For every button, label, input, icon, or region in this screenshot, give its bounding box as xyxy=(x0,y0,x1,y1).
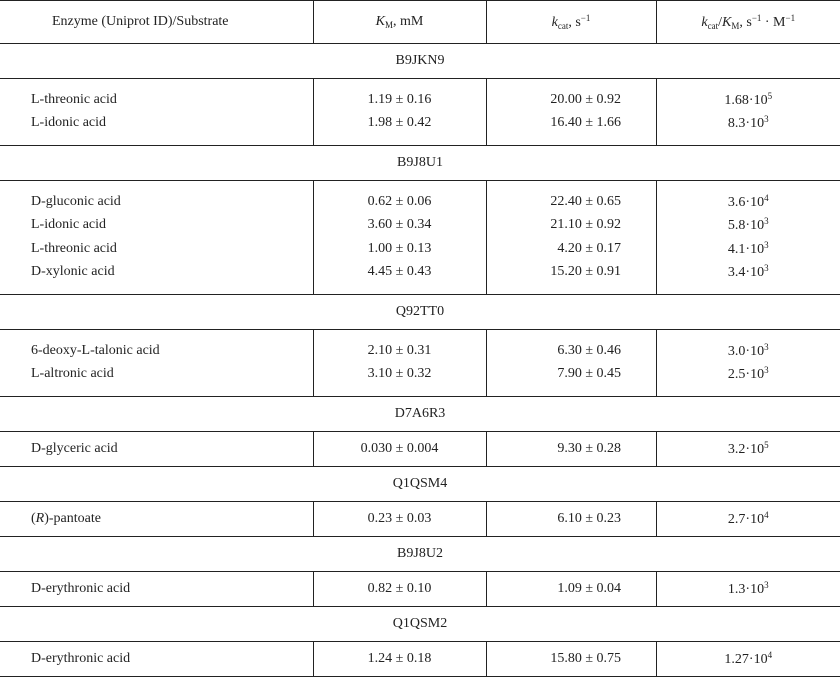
efficiency-value: $5.8\cdot 10^3$ xyxy=(656,214,840,238)
km-value: 0.82 ± 0.10 xyxy=(313,572,486,607)
kcat-value: 15.20 ± 0.91 xyxy=(486,261,656,295)
table-row xyxy=(0,79,840,112)
kcat-value: 7.90 ± 0.45 xyxy=(486,363,656,397)
substrate: L-altronic acid xyxy=(0,363,313,397)
efficiency-value: $1.3\cdot 10^3$ xyxy=(656,572,840,607)
table-row xyxy=(0,432,840,467)
group-row-q1qsm2 xyxy=(0,607,840,642)
table-row xyxy=(0,181,840,214)
km-value: 1.00 ± 0.13 xyxy=(313,237,486,261)
group-row-q1qsm4 xyxy=(0,467,840,502)
km-value: 1.19 ± 0.16 xyxy=(313,79,486,112)
kcat-value: 6.10 ± 0.23 xyxy=(486,502,656,537)
substrate: D-erythronic acid xyxy=(0,572,313,607)
kcat-value: 9.30 ± 0.28 xyxy=(486,432,656,467)
enzyme-id: Q1QSM4 xyxy=(0,467,840,502)
substrate: D-xylonic acid xyxy=(0,261,313,295)
km-value: 1.24 ± 0.18 xyxy=(313,642,486,677)
table-row xyxy=(0,330,840,363)
group-row-d7a6r3 xyxy=(0,397,840,432)
efficiency-value: $4.1\cdot 10^3$ xyxy=(656,237,840,261)
efficiency-value: $2.7\cdot 10^4$ xyxy=(656,502,840,537)
group-row-b9j8u2 xyxy=(0,537,840,572)
group-row-b9jkn9 xyxy=(0,44,840,79)
kcat-value: 21.10 ± 0.92 xyxy=(486,214,656,238)
km-value: 3.60 ± 0.34 xyxy=(313,214,486,238)
table-row xyxy=(0,237,840,261)
km-value: 0.030 ± 0.004 xyxy=(313,432,486,467)
kcat-value: 22.40 ± 0.65 xyxy=(486,181,656,214)
table-row xyxy=(0,112,840,146)
kcat-value: 20.00 ± 0.92 xyxy=(486,79,656,112)
efficiency-value: $1.27\cdot 10^4$ xyxy=(656,642,840,677)
header-km: $K_M$, mM xyxy=(313,1,486,44)
substrate: L-idonic acid xyxy=(0,112,313,146)
header-kcat-km: $k_{cat}/K_M$, $s^{-1} \cdot M^{-1}$ xyxy=(656,1,840,44)
substrate: L-idonic acid xyxy=(31,217,107,233)
table-row xyxy=(0,572,840,607)
group-row-b9j8u1 xyxy=(0,146,840,181)
efficiency-value: $1.68\cdot 10^5$ xyxy=(656,79,840,112)
efficiency-value: $3.4\cdot 10^3$ xyxy=(656,261,840,295)
substrate: L-threonic acid xyxy=(31,91,117,107)
km-value: 0.62 ± 0.06 xyxy=(313,181,486,214)
kcat-value: 1.09 ± 0.04 xyxy=(486,572,656,607)
efficiency-value: $8.3\cdot 10^3$ xyxy=(656,112,840,146)
header-kcat: $k_{cat}$, $s^{-1}$ xyxy=(486,1,656,44)
enzyme-id: Q92TT0 xyxy=(0,295,840,330)
kcat-value: 16.40 ± 1.66 xyxy=(486,112,656,146)
km-value: 1.98 ± 0.42 xyxy=(313,112,486,146)
enzyme-id: B9J8U1 xyxy=(0,146,840,181)
efficiency-value: $3.6\cdot 10^4$ xyxy=(656,181,840,214)
efficiency-value: $2.5\cdot 10^3$ xyxy=(656,363,840,397)
km-value: 3.10 ± 0.32 xyxy=(313,363,486,397)
substrate: D-erythronic acid xyxy=(0,642,313,677)
table-row xyxy=(0,261,840,295)
km-value: 4.45 ± 0.43 xyxy=(313,261,486,295)
header-enzyme-substrate: Enzyme (Uniprot ID)/Substrate xyxy=(0,1,313,44)
km-value: 2.10 ± 0.31 xyxy=(313,330,486,363)
enzyme-id: D7A6R3 xyxy=(0,397,840,432)
kcat-value: 6.30 ± 0.46 xyxy=(486,330,656,363)
group-row-q92tt0 xyxy=(0,295,840,330)
substrate: D-glyceric acid xyxy=(0,432,313,467)
table-row xyxy=(0,642,840,677)
table-row xyxy=(0,363,840,397)
substrate: D-gluconic acid xyxy=(31,193,121,209)
enzyme-id: B9JKN9 xyxy=(0,44,840,79)
km-value: 0.23 ± 0.03 xyxy=(313,502,486,537)
substrate: L-threonic acid xyxy=(31,240,117,256)
table-row xyxy=(0,502,840,537)
header-row xyxy=(0,1,840,44)
enzyme-id: Q1QSM2 xyxy=(0,607,840,642)
enzyme-id: B9J8U2 xyxy=(0,537,840,572)
kcat-value: 4.20 ± 0.17 xyxy=(486,237,656,261)
table-row xyxy=(0,214,840,238)
substrate: (R)-pantoate xyxy=(0,502,313,537)
efficiency-value: $3.2\cdot 10^5$ xyxy=(656,432,840,467)
efficiency-value: $3.0\cdot 10^3$ xyxy=(656,330,840,363)
substrate: 6-deoxy-L-talonic acid xyxy=(31,342,160,358)
kcat-value: 15.80 ± 0.75 xyxy=(486,642,656,677)
